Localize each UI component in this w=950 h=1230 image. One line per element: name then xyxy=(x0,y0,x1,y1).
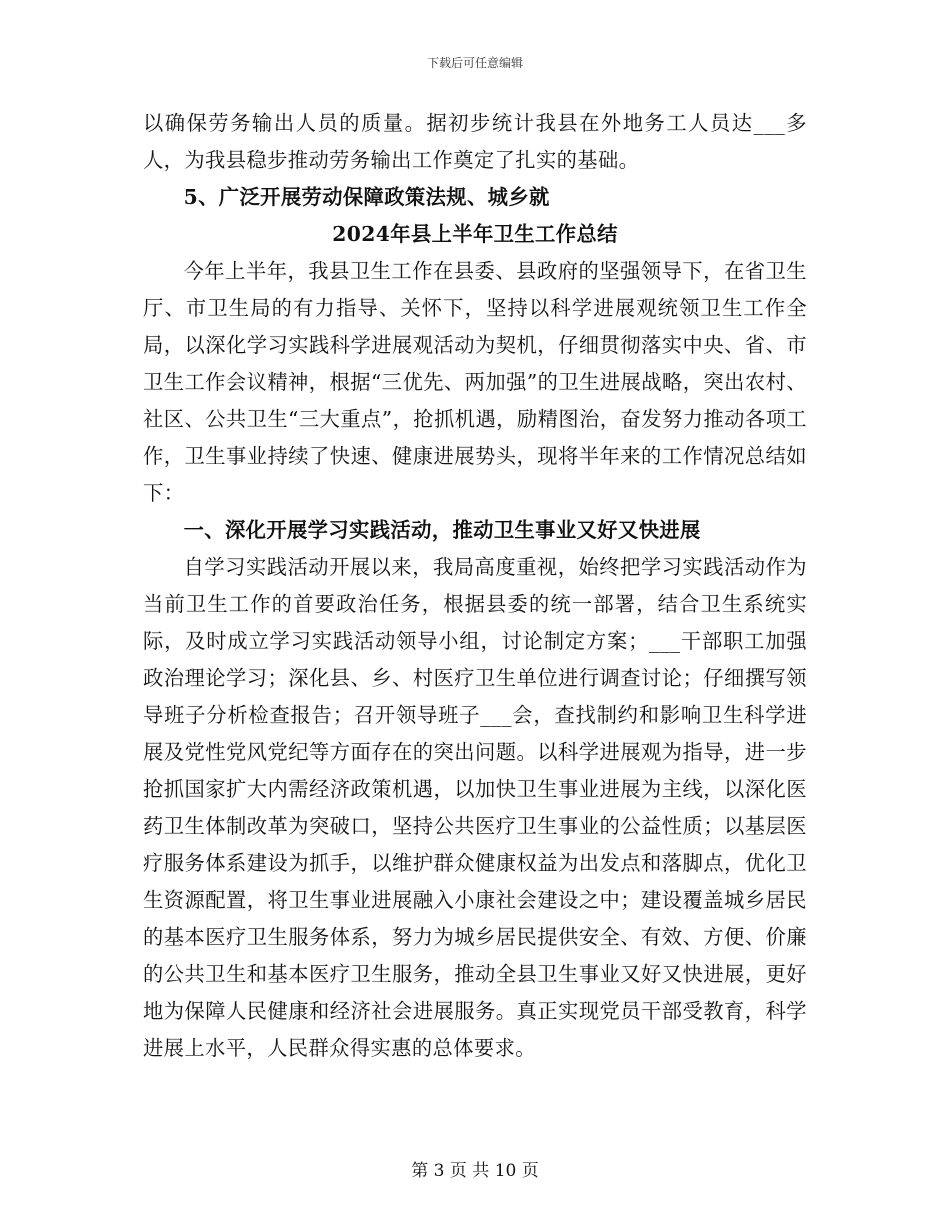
section-heading-one: 一、深化开展学习实践活动，推动卫生事业又好又快进展 xyxy=(183,518,701,542)
document-body xyxy=(143,105,807,1067)
page-number-footer: 第 3 页 共 10 页 xyxy=(411,1161,539,1181)
section-heading-labor: 5、广泛开展劳动保障政策法规、城乡就 xyxy=(183,185,550,209)
paragraph-section-one: 自学习实践活动开展以来，我局高度重视，始终把学习实践活动作为当前卫生工作的首要政治任务，根据县委的统一部署，结合卫生系统实际，及时成立学习实践活动领导小组，讨论制定方案；___干部职工加强政治理论学习；深化县、乡、村医疗卫生单位进行调查讨论；仔细撰写领导班子分析检查报告；召开领导班子___会，查找制约和影响卫生科学进展及党性党风党纪等方面存在的突出问题。以科学进展观为指导，进一步抢抓国家扩大内需经济政策机遇，以加快卫生事业进展为主线，以深化医药卫生体制改革为突破口，坚持公共医疗卫生事业的公益性质；以基层医疗服务体系建设为抓手，以维护群众健康权益为出发点和落脚点，优化卫生资源配置，将卫生事业进展融入小康社会建设之中；建设覆盖城乡居民的基本医疗卫生服务体系，努力为城乡居民提供安全、有效、方便、价廉的公共卫生和基本医疗卫生服务，推动全县卫生事业又好又快进展，更好地为保障人民健康和经济社会进展服务。真正实现党员干部受教育，科学进展上水平，人民群众得实惠的总体要求。 xyxy=(143,555,807,1060)
paragraph-intro: 今年上半年，我县卫生工作在县委、县政府的坚强领导下，在省卫生厅、市卫生局的有力指导、关怀下，坚持以科学进展观统领卫生工作全局，以深化学习实践科学进展观活动为契机，仔细贯彻落实中央、省、市卫生工作会议精神，根据“三优先、两加强”的卫生进展战略，突出农村、社区、公共卫生“三大重点”，抢抓机遇，励精图治，奋发努力推动各项工作，卫生事业持续了快速、健康进展势头，现将半年来的工作情况总结如下： xyxy=(143,259,807,505)
page-header-note: 下载后可任意编辑 xyxy=(426,56,523,70)
paragraph-continuation: 以确保劳务输出人员的质量。据初步统计我县在外地务工人员达___多人，为我县稳步推动劳务输出工作奠定了扎实的基础。 xyxy=(143,111,807,172)
document-title: 2024年县上半年卫生工作总结 xyxy=(332,222,618,246)
